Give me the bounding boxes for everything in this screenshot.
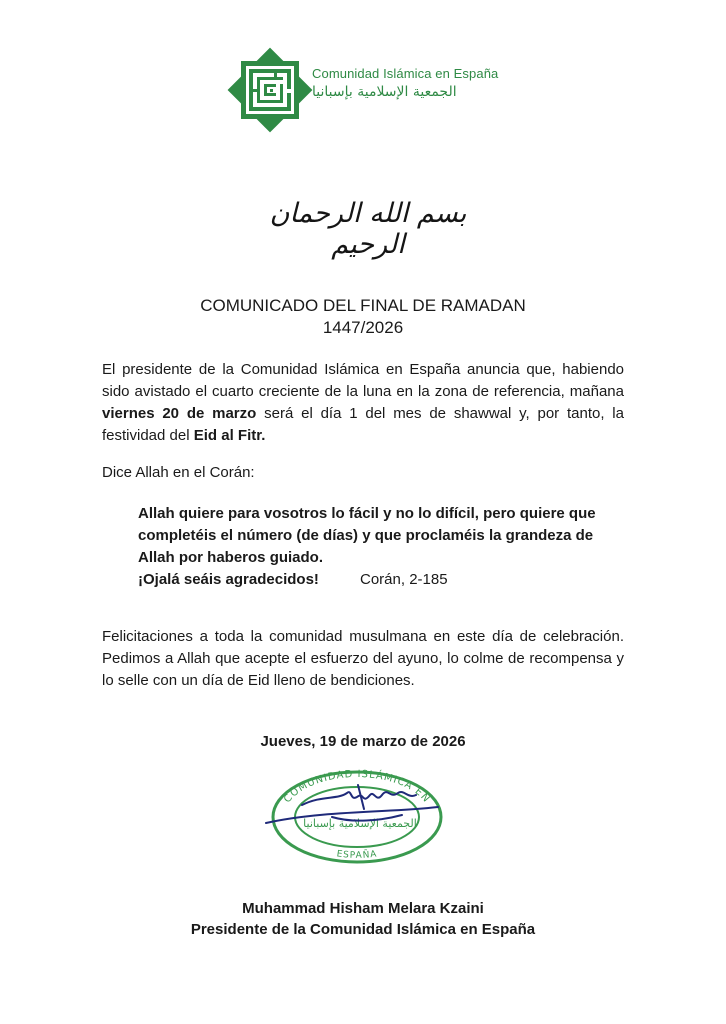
announcement-paragraph: [102, 359, 624, 447]
basmala-calligraphy: بسم الله الرحمان الرحيم: [269, 198, 467, 260]
stamp-center-text: الجمعية الإسلامية بإسبانيا: [303, 817, 417, 830]
announcement-text-a: El presidente de la Comunidad Islámica en España anuncia que, habiendo sido avistado el cuarto creciente de la luna en la zona de referencia, mañana: [102, 361, 624, 400]
document-year: 1447/2026: [322, 318, 404, 337]
organization-names: [312, 66, 498, 100]
organization-name-es: Comunidad Islámica en España: [312, 66, 499, 81]
quran-quote-closing: [138, 569, 448, 591]
announcement-text-b: será el día 1 del mes de shawwal y, por tanto, la festividad del: [102, 405, 624, 444]
congratulations-paragraph: Felicitaciones a toda la comunidad musulmana en este día de celebración. Pedimos a Allah que acepte el esfuerzo del ayuno, lo colme de recompensa y lo selle con un día de Eid lleno de bendiciones.: [102, 628, 624, 689]
official-stamp: [262, 765, 452, 865]
quran-quote: Allah quiere para vosotros lo fácil y no lo difícil, pero quiere que completéis el número (de días) y que proclaméis la grandeza de Allah por haberos guiado.: [138, 505, 596, 566]
announcement-date-bold: viernes 20 de marzo: [102, 405, 257, 422]
organization-logo: [226, 46, 314, 134]
quran-reference: Corán, 2-185: [360, 571, 448, 588]
announcement-eid-bold: Eid al Fitr.: [193, 427, 266, 444]
signatory-name: Muhammad Hisham Melara Kzaini: [242, 900, 484, 917]
stamp-top-text: COMUNIDAD ISLÁMICA EN: [282, 768, 432, 806]
document-date: Jueves, 19 de marzo de 2026: [260, 733, 466, 750]
signatory-role: Presidente de la Comunidad Islámica en España: [190, 921, 536, 938]
organization-name-ar: الجمعية الإسلامية بإسبانيا: [312, 84, 457, 100]
stamp-bottom-text: ESPAÑA: [335, 849, 379, 861]
quran-quote-last-line: ¡Ojalá seáis agradecidos!: [138, 571, 319, 588]
svg-text:ESPAÑA: [336, 849, 378, 861]
quran-intro: Dice Allah en el Corán:: [102, 464, 255, 481]
document-title: COMUNICADO DEL FINAL DE RAMADAN: [200, 296, 526, 315]
